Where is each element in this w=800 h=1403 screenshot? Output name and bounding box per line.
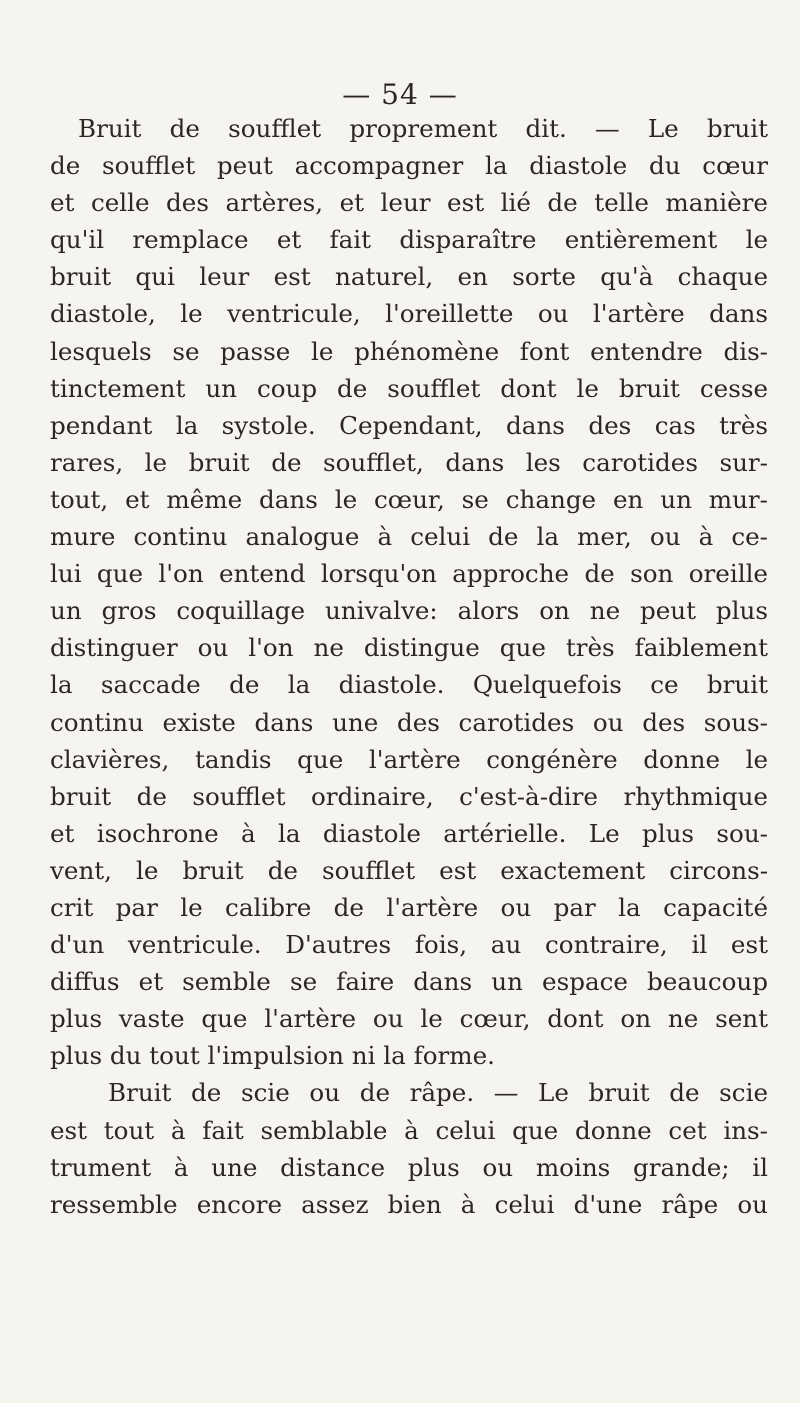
text-line: vent, le bruit de soufflet est exactement circons-	[50, 855, 768, 885]
text-line: distinguer ou l'on ne distingue que très faiblement	[50, 633, 768, 663]
text-line: trument à une distance plus ou moins grande; il	[50, 1152, 768, 1182]
text-line: diastole, le ventricule, l'oreillette ou l'artère dans	[50, 299, 768, 329]
text-line: Bruit de scie ou de râpe. — Le bruit de scie	[108, 1078, 768, 1108]
text-line: qu'il remplace et fait disparaître entièrement le	[50, 225, 768, 255]
text-line: bruit de soufflet ordinaire, c'est-à-dire rhythmique	[50, 781, 768, 811]
text-line: tout, et même dans le cœur, se change en un mur-	[50, 484, 768, 514]
text-line: continu existe dans une des carotides ou des sous-	[50, 707, 768, 737]
text-line: un gros coquillage univalve: alors on ne peut plus	[50, 596, 768, 626]
page-number-header: — 54 —	[342, 78, 458, 111]
text-line: Bruit de soufflet proprement dit. — Le bruit	[78, 114, 768, 143]
text-line: crit par le calibre de l'artère ou par la capacité	[50, 892, 768, 922]
text-line: plus du tout l'impulsion ni la forme.	[50, 1041, 495, 1071]
text-line: mure continu analogue à celui de la mer, ou à ce-	[50, 522, 768, 552]
text-line: lui que l'on entend lorsqu'on approche de son oreille	[50, 559, 768, 589]
text-line: de soufflet peut accompagner la diastole du cœur	[50, 151, 768, 181]
text-line: pendant la systole. Cependant, dans des cas très	[50, 410, 768, 440]
text-line: diffus et semble se faire dans un espace beaucoup	[50, 967, 768, 997]
text-line: clavières, tandis que l'artère congénère donne le	[50, 744, 768, 774]
text-line: rares, le bruit de soufflet, dans les carotides sur-	[50, 447, 768, 477]
text-line: et isochrone à la diastole artérielle. Le plus sou-	[50, 818, 768, 848]
text-line: ressemble encore assez bien à celui d'une râpe ou	[50, 1189, 768, 1219]
text-line: plus vaste que l'artère ou le cœur, dont on ne sent	[50, 1004, 768, 1034]
text-line: lesquels se passe le phénomène font entendre dis-	[50, 336, 768, 366]
text-line: et celle des artères, et leur est lié de telle manière	[50, 188, 768, 218]
text-line: d'un ventricule. D'autres fois, au contraire, il est	[50, 930, 768, 960]
body-text	[50, 110, 768, 1223]
text-line: est tout à fait semblable à celui que donne cet ins-	[50, 1115, 768, 1145]
text-line: la saccade de la diastole. Quelquefois ce bruit	[50, 670, 768, 700]
text-line: tinctement un coup de soufflet dont le bruit cesse	[50, 373, 768, 403]
text-line: bruit qui leur est naturel, en sorte qu'à chaque	[50, 262, 768, 292]
